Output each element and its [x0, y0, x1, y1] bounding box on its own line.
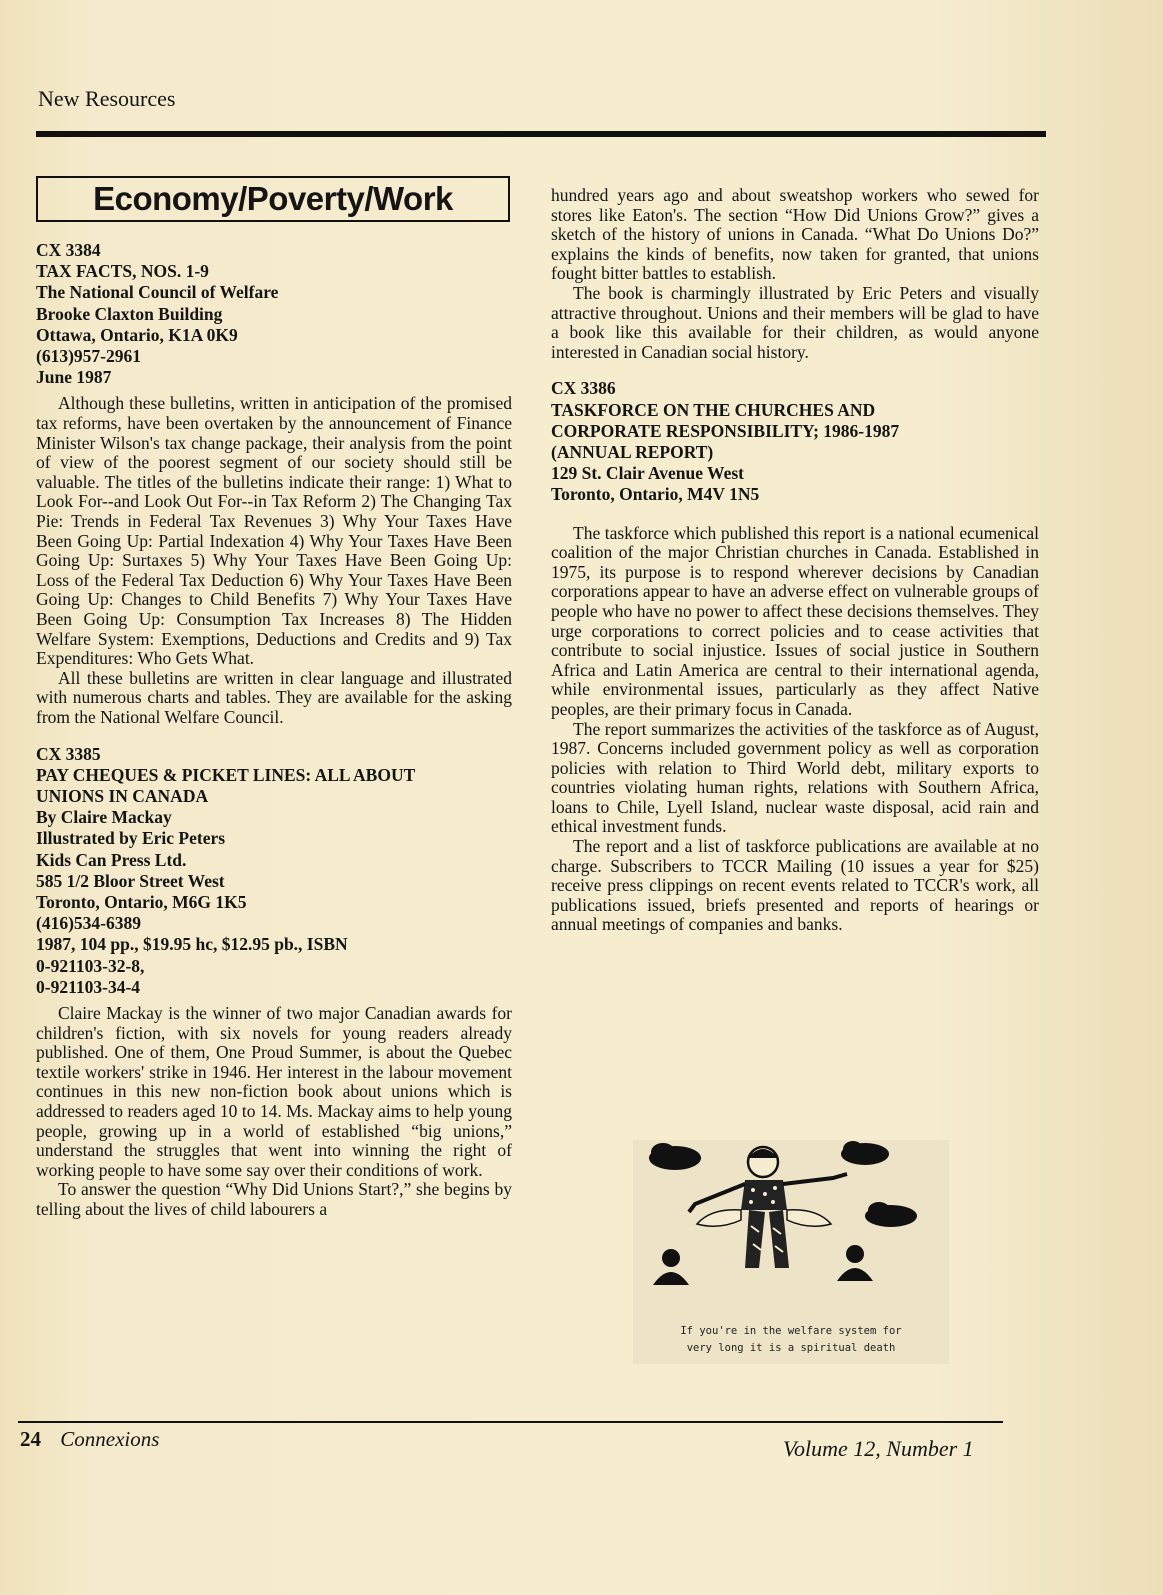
bottom-rule [18, 1421, 1003, 1423]
publisher: The National Council of Welfare [36, 282, 279, 303]
magazine-name: Connexions [60, 1427, 160, 1451]
resource-title: CORPORATE RESPONSIBILITY; 1986-1987 [551, 420, 900, 441]
resource-title: TAX FACTS, NOS. 1-9 [36, 261, 209, 282]
phone: (613)957-2961 [36, 346, 141, 367]
catalog-number: CX 3385 [36, 743, 101, 764]
caption-line: If you're in the welfare system for [680, 1325, 902, 1337]
publisher: Kids Can Press Ltd. [36, 849, 187, 870]
address-line: 129 St. Clair Avenue West [551, 463, 744, 484]
resource-title: PAY CHEQUES & PICKET LINES: ALL ABOUT [36, 764, 416, 785]
entry-cx3384-paragraph: Although these bulletins, written in anticipation of the promised tax reforms, have been overtaken by the announcement of Finance Minister Wilson's tax change package, their analysis from the point of view of the poorest segment of our society should still be valuable. The titles of the bulletins indicate their range: 1) What to Look For--and Look Out For--in Tax Reform 2) The Changing Tax Pie: Trends in Federal Tax Revenues 3) Why Your Taxes Have Been Going Up: Partial Indexation 4) Why Your Taxes Have Been Going Up: Surtaxes 5) Why Your Taxes Have Been Going Up: Loss of the Federal Tax Deduction 6) Why Your Taxes Have Been Going Up: Changes to Child Benefits 7) Why Your Taxes Have Been Going Up: Consumption Tax Increases 8) The Hidden Welfare System: Exemptions, Deductions and Credits and 9) Tax Expenditures: Who Gets What. [36, 393, 512, 669]
left-column [36, 176, 512, 1219]
pricing: 1987, 104 pp., $19.95 hc, $12.95 pb., ISBN [36, 934, 348, 955]
illustration-caption [633, 1323, 949, 1357]
resource-title: UNIONS IN CANADA [36, 785, 209, 806]
address-city: Ottawa, Ontario, K1A 0K9 [36, 324, 238, 345]
entry-cx3386-paragraph: The taskforce which published this report is a national ecumenical coalition of the major Christian churches in Canada. Established in 1975, its purpose is to respond wherever decisions by Canadian corporations appear to have an adverse effect on vulnerable groups of people who have no power to affect these decisions themselves. They urge corporations to correct policies and to cease activities that contribute to social injustice. Issues of social justice in Southern Africa and Latin America are central to their international agenda, while environmental issues, particularly as they affect Native peoples, are their primary focus in Canada. [551, 522, 1039, 719]
entry-cx3386-paragraph: The report and a list of taskforce publications are available at no charge. Subscribers to TCCR Mailing (10 issues a year for $25) receive press clippings on recent events related to TCCR's work, all publications issued, briefs presented and reports of hearings or annual meetings of companies and banks. [551, 836, 1039, 935]
entry-cx3384-header [36, 240, 512, 388]
entry-cx3385-continued: hundred years ago and about sweatshop workers who sewed for stores like Eaton's. The section “How Did Unions Grow?” gives a sketch of the history of unions in Canada. “What Do Unions Do?” explains the kinds of benefits, now taken for granted, that unions fought bitter battles to establish. [551, 185, 1039, 284]
address-line: Brooke Claxton Building [36, 303, 223, 324]
address-city: Toronto, Ontario, M6G 1K5 [36, 891, 247, 912]
resource-title: TASKFORCE ON THE CHURCHES AND [551, 399, 876, 420]
entry-cx3385-continued: The book is charmingly illustrated by Eric Peters and visually attractive throughout. Unions and their members will be glad to have a book like this available for their children, as would anyone interested in Canadian social history. [551, 282, 1039, 362]
author: By Claire Mackay [36, 807, 172, 828]
phone: (416)534-6389 [36, 913, 141, 934]
section-label: New Resources [38, 86, 176, 111]
footer-left [20, 1427, 159, 1452]
address-city: Toronto, Ontario, M4V 1N5 [551, 484, 760, 505]
entry-cx3386-header [551, 378, 1039, 505]
caption-line: very long it is a spiritual death [686, 1342, 896, 1354]
issue-volume: Volume 12, Number 1 [783, 1436, 974, 1461]
top-rule [36, 131, 1046, 137]
isbn: 0-921103-32-8, [36, 955, 145, 976]
right-column [551, 186, 1039, 935]
illustrator: Illustrated by Eric Peters [36, 828, 226, 849]
date: June 1987 [36, 367, 112, 388]
entry-cx3385-header [36, 744, 512, 998]
entry-cx3386-paragraph: The report summarizes the activities of the taskforce as of August, 1987. Concerns included government policy as well as corporation policies with relation to Third World debt, military exports to countries violating human rights, relations with Southern Africa, loans to Chile, Lyell Island, nuclear waste disposal, acid rain and ethical investment funds. [551, 718, 1039, 837]
isbn: 0-921103-34-4 [36, 976, 141, 997]
catalog-number: CX 3386 [551, 378, 616, 399]
page-number: 24 [20, 1427, 41, 1451]
resource-subtitle: (ANNUAL REPORT) [551, 441, 714, 462]
category-title: Economy/Poverty/Work [36, 176, 510, 222]
catalog-number: CX 3384 [36, 240, 101, 260]
entry-cx3385-paragraph: To answer the question “Why Did Unions Start?,” she begins by telling about the lives of child labourers a [36, 1179, 512, 1219]
falling-angel-icon [633, 1140, 949, 1320]
entry-cx3384-paragraph: All these bulletins are written in clear language and illustrated with numerous charts and tables. They are available for the asking from the National Welfare Council. [36, 667, 512, 727]
entry-cx3385-paragraph: Claire Mackay is the winner of two major Canadian awards for children's fiction, with six novels for young readers already published. One of them, One Proud Summer, is about the Quebec textile workers' strike in 1946. Her interest in the labour movement continues in this new non-fiction book about unions which is addressed to readers aged 10 to 14. Ms. Mackay aims to help young people, growing up in a world of established “big unions,” understand the struggles that went into winning the right of working people to have some say over their conditions of work. [36, 1002, 512, 1180]
address-line: 585 1/2 Bloor Street West [36, 870, 225, 891]
